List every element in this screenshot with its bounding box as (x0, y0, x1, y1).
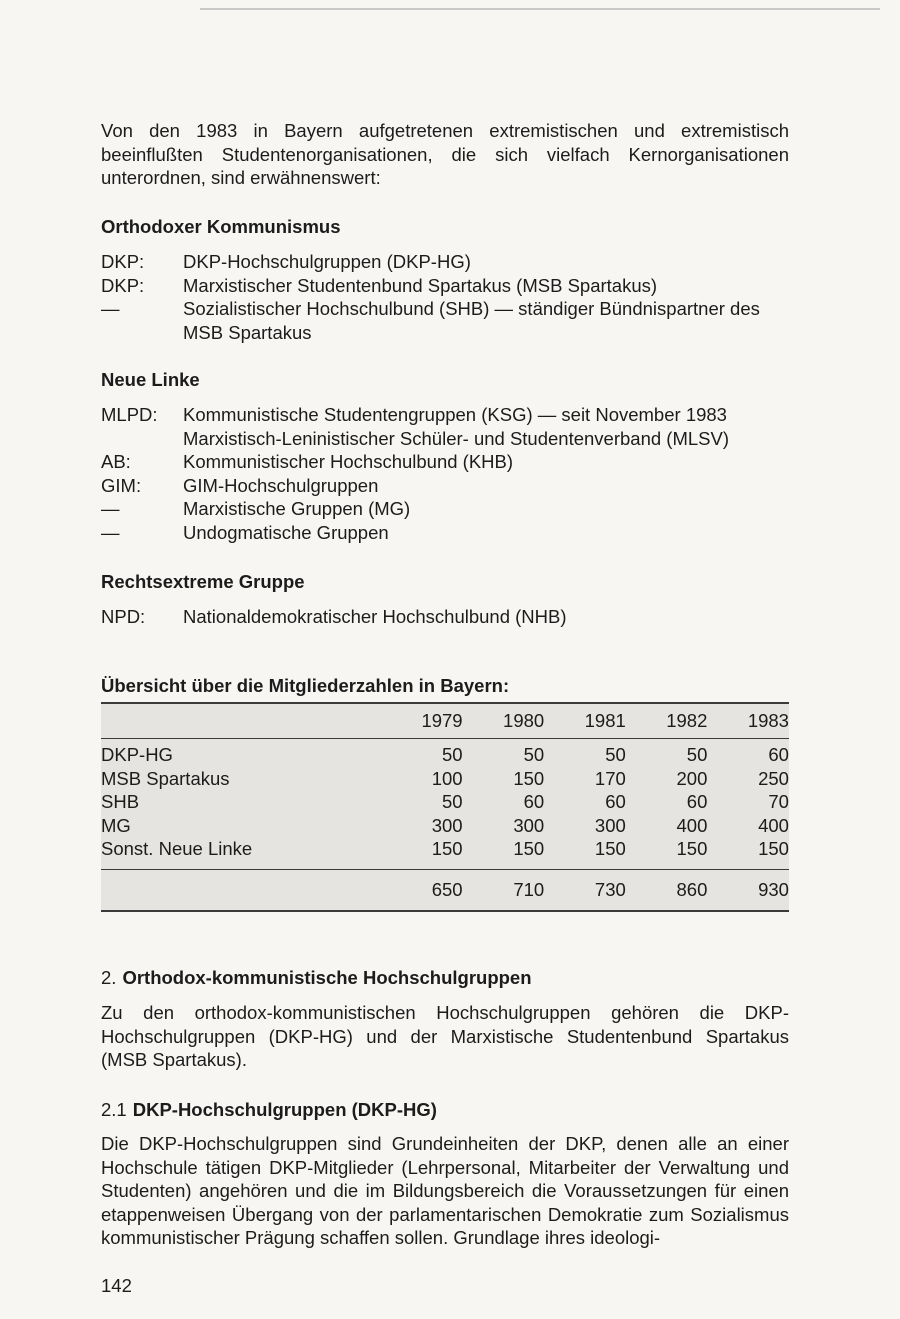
row-label: DKP-HG (101, 744, 173, 765)
org-abbr: DKP: (101, 251, 145, 272)
table-cell: 250 (758, 767, 789, 789)
org-abbr (101, 427, 183, 451)
org-abbr: DKP: (101, 274, 145, 296)
org-name: GIM-Hochschulgruppen (183, 474, 379, 496)
table-cell: 150 (594, 838, 626, 859)
table-row (101, 837, 789, 861)
table-row (101, 767, 789, 791)
year-header: 1980 (503, 710, 545, 731)
section-2-1-paragraph: Die DKP-Hochschulgruppen sind Grundeinheiten der DKP, denen alle an einer Hochschule tätigen DKP-Mitglieder (Lehrpersonal, Mitarbeiter der Verwaltung und Studenten) angehören und die im Bildungsbereich die Voraussetzungen für einen etappenweisen Übergang von der parlamentarischen Demokratie zum Sozialismus kommunistischer Prägung schaffen sollen. Grundlage ihres ideologi- (101, 1133, 789, 1248)
org-name: Marxistische Gruppen (MG) (183, 498, 411, 519)
section-number: 2.1 (101, 1099, 127, 1120)
table-cell: 70 (768, 791, 789, 812)
table-cell: 50 (686, 744, 708, 765)
table-cell: 150 (758, 838, 789, 859)
org-abbr: NPD: (101, 606, 146, 627)
table-cell: 300 (431, 814, 463, 836)
section-title: Orthodox-kommunistische Hochschulgruppen (122, 967, 532, 988)
row-label: MG (101, 814, 131, 836)
org-abbr: AB: (101, 451, 131, 472)
org-list-neue-linke (101, 403, 789, 544)
table-cell: 60 (605, 791, 626, 812)
table-cell: 100 (431, 767, 463, 789)
year-header: 1983 (747, 710, 789, 731)
org-item (101, 605, 789, 629)
table-cell: 400 (676, 814, 708, 836)
section-number: 2. (101, 967, 117, 988)
org-item (101, 474, 789, 498)
org-name: DKP-Hochschulgruppen (DKP-HG) (183, 251, 471, 272)
table-cell: 50 (605, 744, 626, 765)
org-abbr: — (101, 498, 120, 519)
org-item (101, 427, 789, 451)
row-label: Sonst. Neue Linke (101, 838, 253, 859)
table-row (101, 743, 789, 767)
table-row (101, 790, 789, 814)
org-item (101, 250, 789, 274)
total-cell: 650 (431, 878, 463, 900)
org-list-rechts (101, 605, 789, 629)
org-name: Sozialistischer Hochschulbund (SHB) — ständiger Bündnispartner des MSB Spartakus (183, 298, 760, 343)
table-cell: 170 (594, 767, 626, 789)
section-2-heading (101, 966, 532, 989)
table-total-row (101, 869, 789, 910)
table-row (101, 814, 789, 838)
scan-edge-line (200, 8, 880, 10)
intro-paragraph: Von den 1983 in Bayern aufgetretenen extremistischen und extremistisch beeinflußten Studentenorganisationen, die sich vielfach Kernorganisationen unterordnen, sind erwähnenswert: (101, 120, 789, 188)
table-cell: 50 (442, 791, 463, 812)
section-title: DKP-Hochschulgruppen (DKP-HG) (132, 1099, 437, 1120)
org-item (101, 521, 789, 545)
org-name: Marxistischer Studentenbund Spartakus (MSB Spartakus) (183, 274, 658, 296)
org-abbr: MLPD: (101, 404, 158, 425)
table-cell: 300 (513, 814, 545, 836)
org-abbr: — (101, 298, 120, 319)
org-name: Undogmatische Gruppen (183, 521, 389, 543)
org-list-orthodox (101, 250, 789, 344)
table-cell: 50 (523, 744, 545, 765)
org-name: Kommunistische Studentengruppen (KSG) — seit November 1983 (183, 404, 727, 425)
table-cell: 60 (768, 744, 789, 765)
year-header: 1981 (584, 710, 626, 731)
org-item (101, 403, 789, 427)
table-cell: 60 (523, 791, 545, 812)
table-cell: 150 (676, 838, 708, 859)
table-cell: 150 (513, 838, 545, 859)
row-label: MSB Spartakus (101, 767, 230, 789)
org-item (101, 297, 789, 344)
table-title: Übersicht über die Mitgliederzahlen in Bayern: (101, 675, 510, 696)
total-cell: 730 (594, 878, 626, 900)
heading-rechtsextreme-gruppe: Rechtsextreme Gruppe (101, 571, 305, 592)
section-2-1-heading (101, 1098, 437, 1121)
table-cell: 150 (513, 767, 545, 789)
org-item (101, 497, 789, 521)
total-cell: 860 (676, 878, 708, 900)
total-label (101, 870, 381, 910)
heading-neue-linke: Neue Linke (101, 369, 200, 390)
total-cell: 930 (758, 878, 789, 900)
table-cell: 60 (686, 791, 708, 812)
table-header-row (101, 704, 789, 739)
total-cell: 710 (513, 878, 545, 900)
year-header: 1979 (421, 710, 463, 731)
table-header-label (101, 704, 381, 738)
org-name: Nationaldemokratischer Hochschulbund (NHB) (183, 606, 567, 627)
org-item (101, 274, 789, 298)
table-cell: 50 (442, 744, 463, 765)
org-abbr: GIM: (101, 474, 142, 496)
membership-table (101, 702, 789, 912)
table-cell: 400 (758, 814, 789, 836)
table-cell: 200 (676, 767, 708, 789)
heading-orthodoxer-kommunismus: Orthodoxer Kommunismus (101, 216, 341, 237)
table-cell: 150 (431, 838, 463, 859)
page-number: 142 (101, 1275, 132, 1296)
org-item (101, 450, 789, 474)
year-header: 1982 (666, 710, 708, 731)
section-2-paragraph: Zu den orthodox-kommunistischen Hochschulgruppen gehören die DKP-Hochschulgruppen (DKP-HG) und der Marxistische Studentenbund Spartakus (MSB Spartakus). (101, 1002, 789, 1070)
org-name: Kommunistischer Hochschulbund (KHB) (183, 451, 514, 472)
table-cell: 300 (594, 814, 626, 836)
row-label: SHB (101, 791, 140, 812)
org-name: Marxistisch-Leninistischer Schüler- und Studentenverband (MLSV) (183, 427, 730, 449)
org-abbr: — (101, 521, 120, 543)
table-body (101, 739, 789, 869)
